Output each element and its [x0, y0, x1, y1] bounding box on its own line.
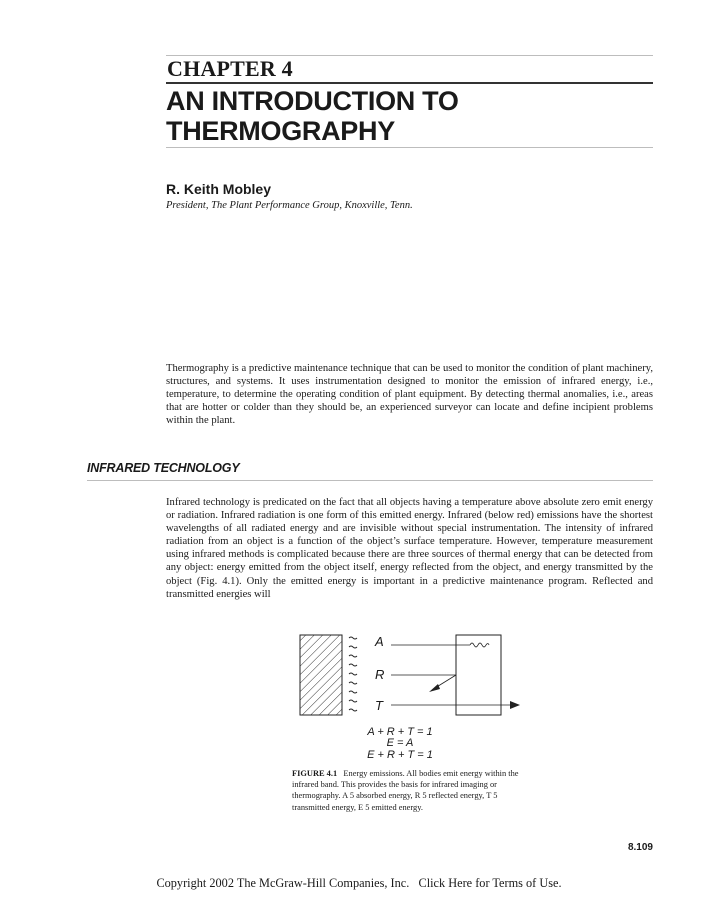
section-paragraph: Infrared technology is predicated on the fact that all objects having a temperature above absolute zero emit energy or radiation. Infrared radiation is one form of this emitted energy. Infrared (below red) emissions have the shortest wavelengths of all radiated energy and are invisible without special instrumentation. The intensity of infrared radiation from an object is a function of the object’s surface temperature. However, temperature measurement using infrared methods is complicated because there are three sources of thermal energy that can be detected from any object: energy emitted from the object itself, energy reflected from the object, and energy transmitted by the object (Fig. 4.1). Only the emitted energy is important in a predictive maintenance program. Reflected and transmitted energies will — [166, 497, 653, 600]
equation-2: E = A — [386, 737, 414, 749]
label-a: A — [375, 634, 384, 649]
page-number: 8.109 — [627, 842, 653, 853]
chapter-title — [166, 86, 666, 146]
section-rule — [87, 480, 653, 481]
chapter-title-line-1: AN INTRODUCTION TO — [166, 86, 459, 116]
figure-caption-text: Energy emissions. All bodies emit energy within the infrared band. This provides the basis for infrared imaging or thermography. A 5 absorbed energy, R 5 reflected energy, T 5 transmitted energy, E 5 emitted energy. — [292, 769, 519, 812]
emitting-body — [300, 635, 342, 715]
intro-paragraph: Thermography is a predictive maintenance technique that can be used to monitor the condition of plant machinery, structures, and systems. It uses instrumentation designed to monitor the emission of infrared energy, i.e., temperature, to determine the operating condition of plant equipment. By detecting thermal anomalies, i.e., areas that are hotter or colder than they should be, an experienced surveyor can locate and define incipient problems within the plant. — [166, 363, 653, 427]
transmitted-arrowhead — [510, 701, 520, 709]
energy-emissions-figure — [290, 625, 530, 765]
copyright-text: Copyright 2002 The McGraw-Hill Companies, Inc. — [156, 876, 410, 890]
figure-caption-label: FIGURE 4.1 — [292, 769, 338, 778]
reflected-arrowhead — [429, 684, 440, 692]
author-affiliation: President, The Plant Performance Group, Knoxville, Tenn. — [166, 200, 413, 211]
terms-of-use-link[interactable]: Click Here for Terms of Use. — [418, 876, 562, 890]
receiving-body — [456, 635, 501, 715]
radiation-waves — [349, 637, 357, 711]
chapter-title-line-2: THERMOGRAPHY — [166, 116, 395, 146]
chapter-rule — [166, 82, 653, 84]
chapter-label: CHAPTER 4 — [167, 56, 293, 81]
figure-caption — [292, 768, 530, 813]
label-r: R — [375, 667, 385, 682]
section-heading: INFRARED TECHNOLOGY — [87, 461, 240, 475]
label-t: T — [375, 698, 383, 713]
equation-3: E + R + T = 1 — [367, 749, 433, 761]
title-rule — [166, 147, 653, 148]
absorbed-squiggle — [470, 643, 489, 647]
author-name: R. Keith Mobley — [166, 181, 272, 197]
copyright-footer — [0, 876, 718, 891]
equation-1: A + R + T = 1 — [367, 726, 433, 738]
